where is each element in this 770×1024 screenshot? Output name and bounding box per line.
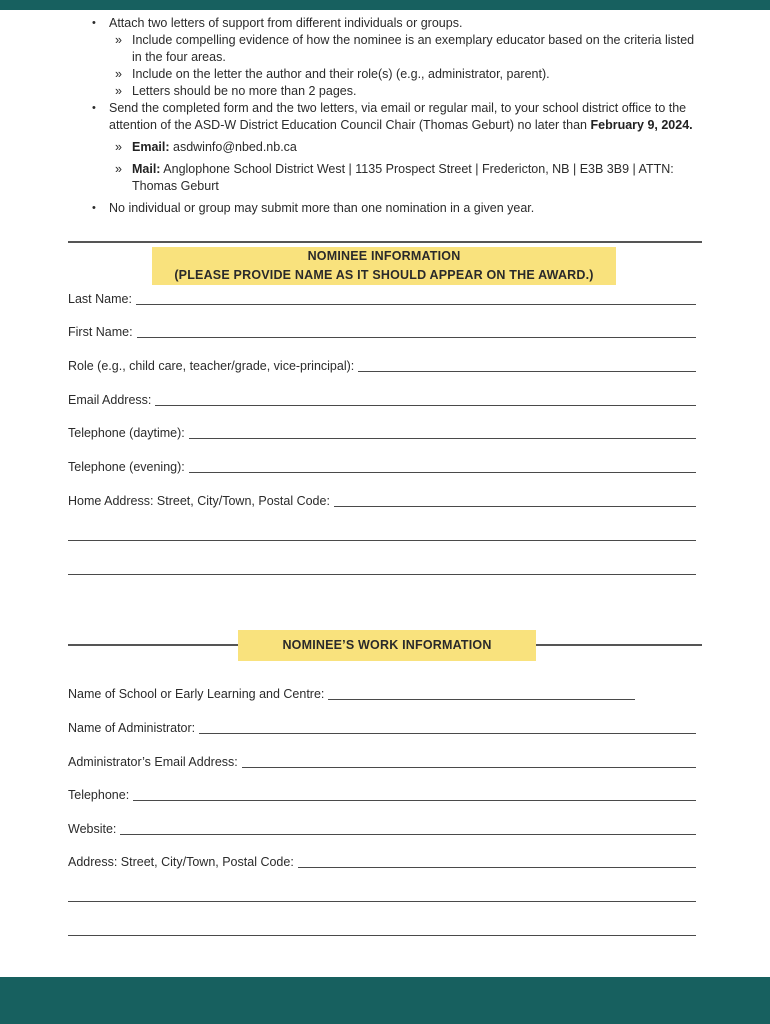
instruction-limit: • No individual or group may submit more than one nomination in a given year. bbox=[92, 200, 702, 217]
administrator-name-field[interactable]: Name of Administrator: bbox=[68, 721, 696, 736]
telephone-daytime-input[interactable] bbox=[189, 428, 696, 439]
first-name-field[interactable]: First Name: bbox=[68, 325, 696, 340]
school-name-input[interactable] bbox=[328, 689, 635, 700]
school-name-field[interactable]: Name of School or Early Learning and Centre: bbox=[68, 687, 635, 702]
administrator-name-input[interactable] bbox=[199, 723, 696, 734]
work-address-field[interactable]: Address: Street, City/Town, Postal Code: bbox=[68, 855, 696, 870]
home-address-field[interactable]: Home Address: Street, City/Town, Postal Code: bbox=[68, 494, 696, 509]
instruction-letters-evidence: » Include compelling evidence of how the nominee is an exemplary educator based on the criteria listed in the four areas. bbox=[92, 32, 702, 66]
admin-email-field[interactable]: Administrator’s Email Address: bbox=[68, 755, 696, 770]
website-field[interactable]: Website: bbox=[68, 822, 696, 837]
work-address-input[interactable] bbox=[298, 857, 696, 868]
submit-email bbox=[92, 139, 702, 156]
work-telephone-input[interactable] bbox=[133, 790, 696, 801]
deadline: February 9, 2024. bbox=[590, 118, 693, 132]
work-address-line-3[interactable] bbox=[68, 935, 696, 936]
bottom-color-bar bbox=[0, 977, 770, 1024]
website-input[interactable] bbox=[120, 824, 696, 835]
section-divider bbox=[68, 241, 702, 243]
last-name-input[interactable] bbox=[136, 294, 696, 305]
home-address-input[interactable] bbox=[334, 496, 696, 507]
email-input[interactable] bbox=[155, 395, 696, 406]
telephone-daytime-field[interactable]: Telephone (daytime): bbox=[68, 426, 696, 441]
work-telephone-field[interactable]: Telephone: bbox=[68, 788, 696, 803]
first-name-input[interactable] bbox=[137, 327, 696, 338]
instruction-letters-length: » Letters should be no more than 2 pages. bbox=[92, 83, 702, 100]
instruction-letters: • Attach two letters of support from different individuals or groups. bbox=[92, 15, 702, 32]
telephone-evening-field[interactable]: Telephone (evening): bbox=[68, 460, 696, 475]
instructions-list bbox=[92, 15, 702, 217]
nominee-info-heading: NOMINEE INFORMATION (PLEASE PROVIDE NAME AS IT SHOULD APPEAR ON THE AWARD.) bbox=[152, 247, 616, 285]
work-divider-left bbox=[68, 644, 238, 646]
email-label: Email: bbox=[132, 140, 170, 154]
top-color-bar bbox=[0, 0, 770, 10]
mail-address: Anglophone School District West | 1135 Prospect Street | Fredericton, NB | E3B 3B9 | ATTN: Thomas Geburt bbox=[132, 162, 674, 193]
mail-label: Mail: bbox=[132, 162, 161, 176]
role-input[interactable] bbox=[358, 361, 696, 372]
admin-email-input[interactable] bbox=[242, 757, 696, 768]
work-info-heading: NOMINEE’S WORK INFORMATION bbox=[238, 630, 536, 661]
work-address-line-2[interactable] bbox=[68, 901, 696, 902]
instruction-letters-author: » Include on the letter the author and their role(s) (e.g., administrator, parent). bbox=[92, 66, 702, 83]
email-link[interactable]: asdwinfo@nbed.nb.ca bbox=[173, 140, 297, 154]
instruction-submit: • Send the completed form and the two letters, via email or regular mail, to your school district office to the attention of the ASD-W District Education Council Chair (Thomas Geburt) no later than February 9, 2024. bbox=[92, 100, 702, 134]
work-divider-right bbox=[536, 644, 702, 646]
last-name-field[interactable]: Last Name: bbox=[68, 292, 696, 307]
home-address-line-2[interactable] bbox=[68, 540, 696, 541]
email-field[interactable]: Email Address: bbox=[68, 393, 696, 408]
submit-mail bbox=[92, 161, 702, 195]
telephone-evening-input[interactable] bbox=[189, 462, 696, 473]
role-field[interactable]: Role (e.g., child care, teacher/grade, vice-principal): bbox=[68, 359, 696, 374]
home-address-line-3[interactable] bbox=[68, 574, 696, 575]
